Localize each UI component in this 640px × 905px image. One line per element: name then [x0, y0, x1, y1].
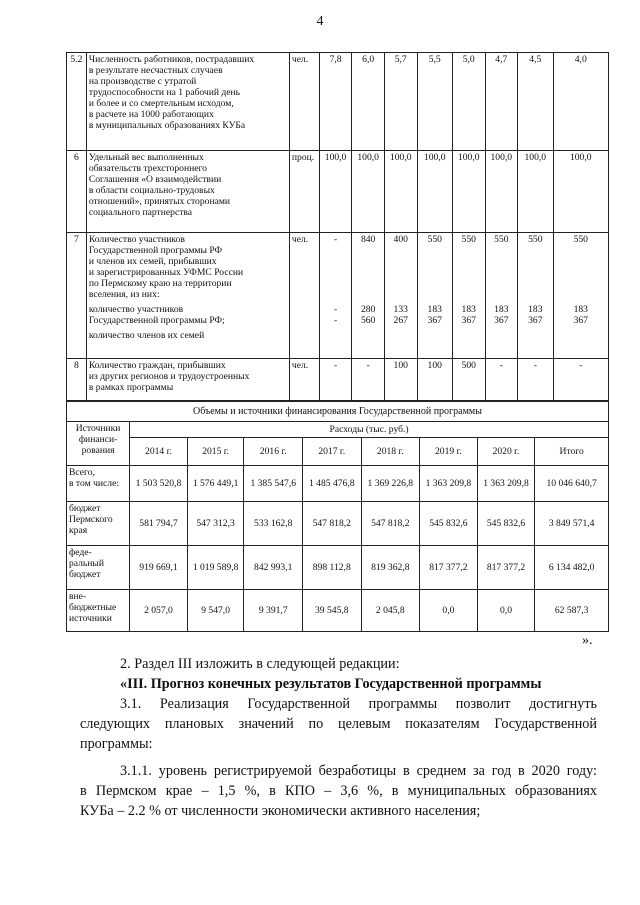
- table-row: [67, 53, 609, 151]
- unit: чел.: [289, 359, 319, 401]
- value-cell: 550 183 367: [417, 233, 452, 359]
- finance-title-row: [67, 402, 609, 422]
- amount: 9 391,7: [244, 590, 303, 632]
- amount: 0,0: [477, 590, 535, 632]
- amount: 2 057,0: [130, 590, 188, 632]
- years-row: [67, 438, 609, 466]
- amount: 1 385 547,6: [244, 466, 303, 502]
- finance-title: Объемы и источники финансирования Государственной программы: [67, 402, 609, 422]
- value: 100,0: [417, 151, 452, 233]
- amount: 533 162,8: [244, 502, 303, 546]
- paragraph-line: следующих плановых значений по целевым показателям Государственной: [80, 716, 597, 732]
- value: 100,0: [553, 151, 608, 233]
- amount: 545 832,6: [420, 502, 478, 546]
- value: 4,7: [485, 53, 518, 151]
- table-row: [67, 151, 609, 233]
- value: 100,0: [452, 151, 485, 233]
- unit: чел.: [289, 233, 319, 359]
- row-number: 6: [67, 151, 87, 233]
- amount: 10 046 640,7: [535, 466, 609, 502]
- amount: 547 312,3: [187, 502, 244, 546]
- value: -: [319, 359, 352, 401]
- value: 5,0: [452, 53, 485, 151]
- paragraph-line: КУБа – 2.2 % от численности экономически активного населения;: [80, 803, 481, 819]
- table-row: [67, 359, 609, 401]
- value-cell: 550 183 367: [553, 233, 608, 359]
- expenses-header: Расходы (тыс. руб.): [130, 422, 609, 438]
- table-row: [67, 502, 609, 546]
- amount: 6 134 482,0: [535, 546, 609, 590]
- value: 100,0: [518, 151, 553, 233]
- value: 4,5: [518, 53, 553, 151]
- finance-header-row: [67, 422, 609, 438]
- value: -: [518, 359, 553, 401]
- amount: 1 019 589,8: [187, 546, 244, 590]
- amount: 545 832,6: [477, 502, 535, 546]
- value: 100,0: [352, 151, 385, 233]
- unit: чел.: [289, 53, 319, 151]
- value: 4,0: [553, 53, 608, 151]
- section-heading: «III. Прогноз конечных результатов Государственной программы: [120, 676, 542, 692]
- value: 5,7: [384, 53, 417, 151]
- year-header: 2019 г.: [420, 438, 478, 466]
- value: -: [553, 359, 608, 401]
- table-row: [67, 466, 609, 502]
- value: 100,0: [485, 151, 518, 233]
- indicator-name: Численность работников, пострадавших в результате несчастных случаев на производстве с утратой трудоспособности на 1 рабочий день и более и со смертельным исходом, в расчете на 1000 работающих в муниципальных образованиях КУБа: [86, 53, 289, 151]
- value: 6,0: [352, 53, 385, 151]
- amount: 1 369 226,8: [361, 466, 420, 502]
- closing-quote: ».: [582, 633, 593, 648]
- value: 100,0: [384, 151, 417, 233]
- amount: 62 587,3: [535, 590, 609, 632]
- year-header: Итого: [535, 438, 609, 466]
- year-header: 2017 г.: [303, 438, 362, 466]
- table-row: [67, 233, 609, 359]
- value-cell: - - -: [319, 233, 352, 359]
- value: -: [485, 359, 518, 401]
- value: 7,8: [319, 53, 352, 151]
- value: -: [352, 359, 385, 401]
- amount: 9 547,0: [187, 590, 244, 632]
- amount: 1 576 449,1: [187, 466, 244, 502]
- value-cell: 550 183 367: [518, 233, 553, 359]
- indicators-table: [66, 52, 609, 401]
- source-label: феде- ральный бюджет: [67, 546, 130, 590]
- amount: 819 362,8: [361, 546, 420, 590]
- amount: 1 363 209,8: [420, 466, 478, 502]
- unit: проц.: [289, 151, 319, 233]
- year-header: 2016 г.: [244, 438, 303, 466]
- amount: 842 993,1: [244, 546, 303, 590]
- amount: 547 818,2: [303, 502, 362, 546]
- source-label: бюджет Пермского края: [67, 502, 130, 546]
- source-label: Всего, в том числе:: [67, 466, 130, 502]
- indicator-name: Количество участников Государственной программы РФ и членов их семей, прибывших и зарегистрированных УФМС России по Пермскому краю на территории вселения, из них: количество участников Государственной программы РФ; количество членов их семей: [86, 233, 289, 359]
- source-label: вне- бюджетные источники: [67, 590, 130, 632]
- value: 100: [384, 359, 417, 401]
- indicator-name: Количество граждан, прибывших из других регионов и трудоустроенных в рамках программы: [86, 359, 289, 401]
- amendment-paragraph: 2. Раздел III изложить в следующей редакции:: [120, 656, 400, 672]
- year-header: 2015 г.: [187, 438, 244, 466]
- value: 100: [417, 359, 452, 401]
- paragraph-line: 3.1.1. уровень регистрируемой безработицы в среднем за год в 2020 году:: [120, 763, 597, 779]
- amount: 3 849 571,4: [535, 502, 609, 546]
- year-header: 2020 г.: [477, 438, 535, 466]
- amount: 817 377,2: [477, 546, 535, 590]
- value: 500: [452, 359, 485, 401]
- year-header: 2018 г.: [361, 438, 420, 466]
- amount: 1 485 476,8: [303, 466, 362, 502]
- page-number: 4: [316, 14, 324, 29]
- table-row: [67, 546, 609, 590]
- value: 5,5: [417, 53, 452, 151]
- value-cell: 840 280 560: [352, 233, 385, 359]
- amount: 898 112,8: [303, 546, 362, 590]
- row-number: 8: [67, 359, 87, 401]
- table-row: [67, 590, 609, 632]
- paragraph-line: программы:: [80, 736, 153, 752]
- indicator-name: Удельный вес выполненных обязательств трехстороннего Соглашения «О взаимодействии в области социально-трудовых отношений», принятых сторонами социального партнерства: [86, 151, 289, 233]
- amount: 0,0: [420, 590, 478, 632]
- value-cell: 400 133 267: [384, 233, 417, 359]
- value-cell: 550 183 367: [485, 233, 518, 359]
- amount: 39 545,8: [303, 590, 362, 632]
- amount: 817 377,2: [420, 546, 478, 590]
- row-number: 7: [67, 233, 87, 359]
- paragraph-line: 3.1. Реализация Государственной программы позволит достигнуть: [120, 696, 597, 712]
- amount: 2 045,8: [361, 590, 420, 632]
- row-number: 5.2: [67, 53, 87, 151]
- amount: 547 818,2: [361, 502, 420, 546]
- finance-table: [66, 401, 609, 632]
- year-header: 2014 г.: [130, 438, 188, 466]
- amount: 919 669,1: [130, 546, 188, 590]
- paragraph-line: в Пермском крае – 1,5 %, в КПО – 3,6 %, в муниципальных образованиях: [80, 783, 597, 799]
- value-cell: 550 183 367: [452, 233, 485, 359]
- value: 100,0: [319, 151, 352, 233]
- amount: 1 503 520,8: [130, 466, 188, 502]
- amount: 581 794,7: [130, 502, 188, 546]
- source-header: Источники финанси- рования: [67, 422, 130, 466]
- amount: 1 363 209,8: [477, 466, 535, 502]
